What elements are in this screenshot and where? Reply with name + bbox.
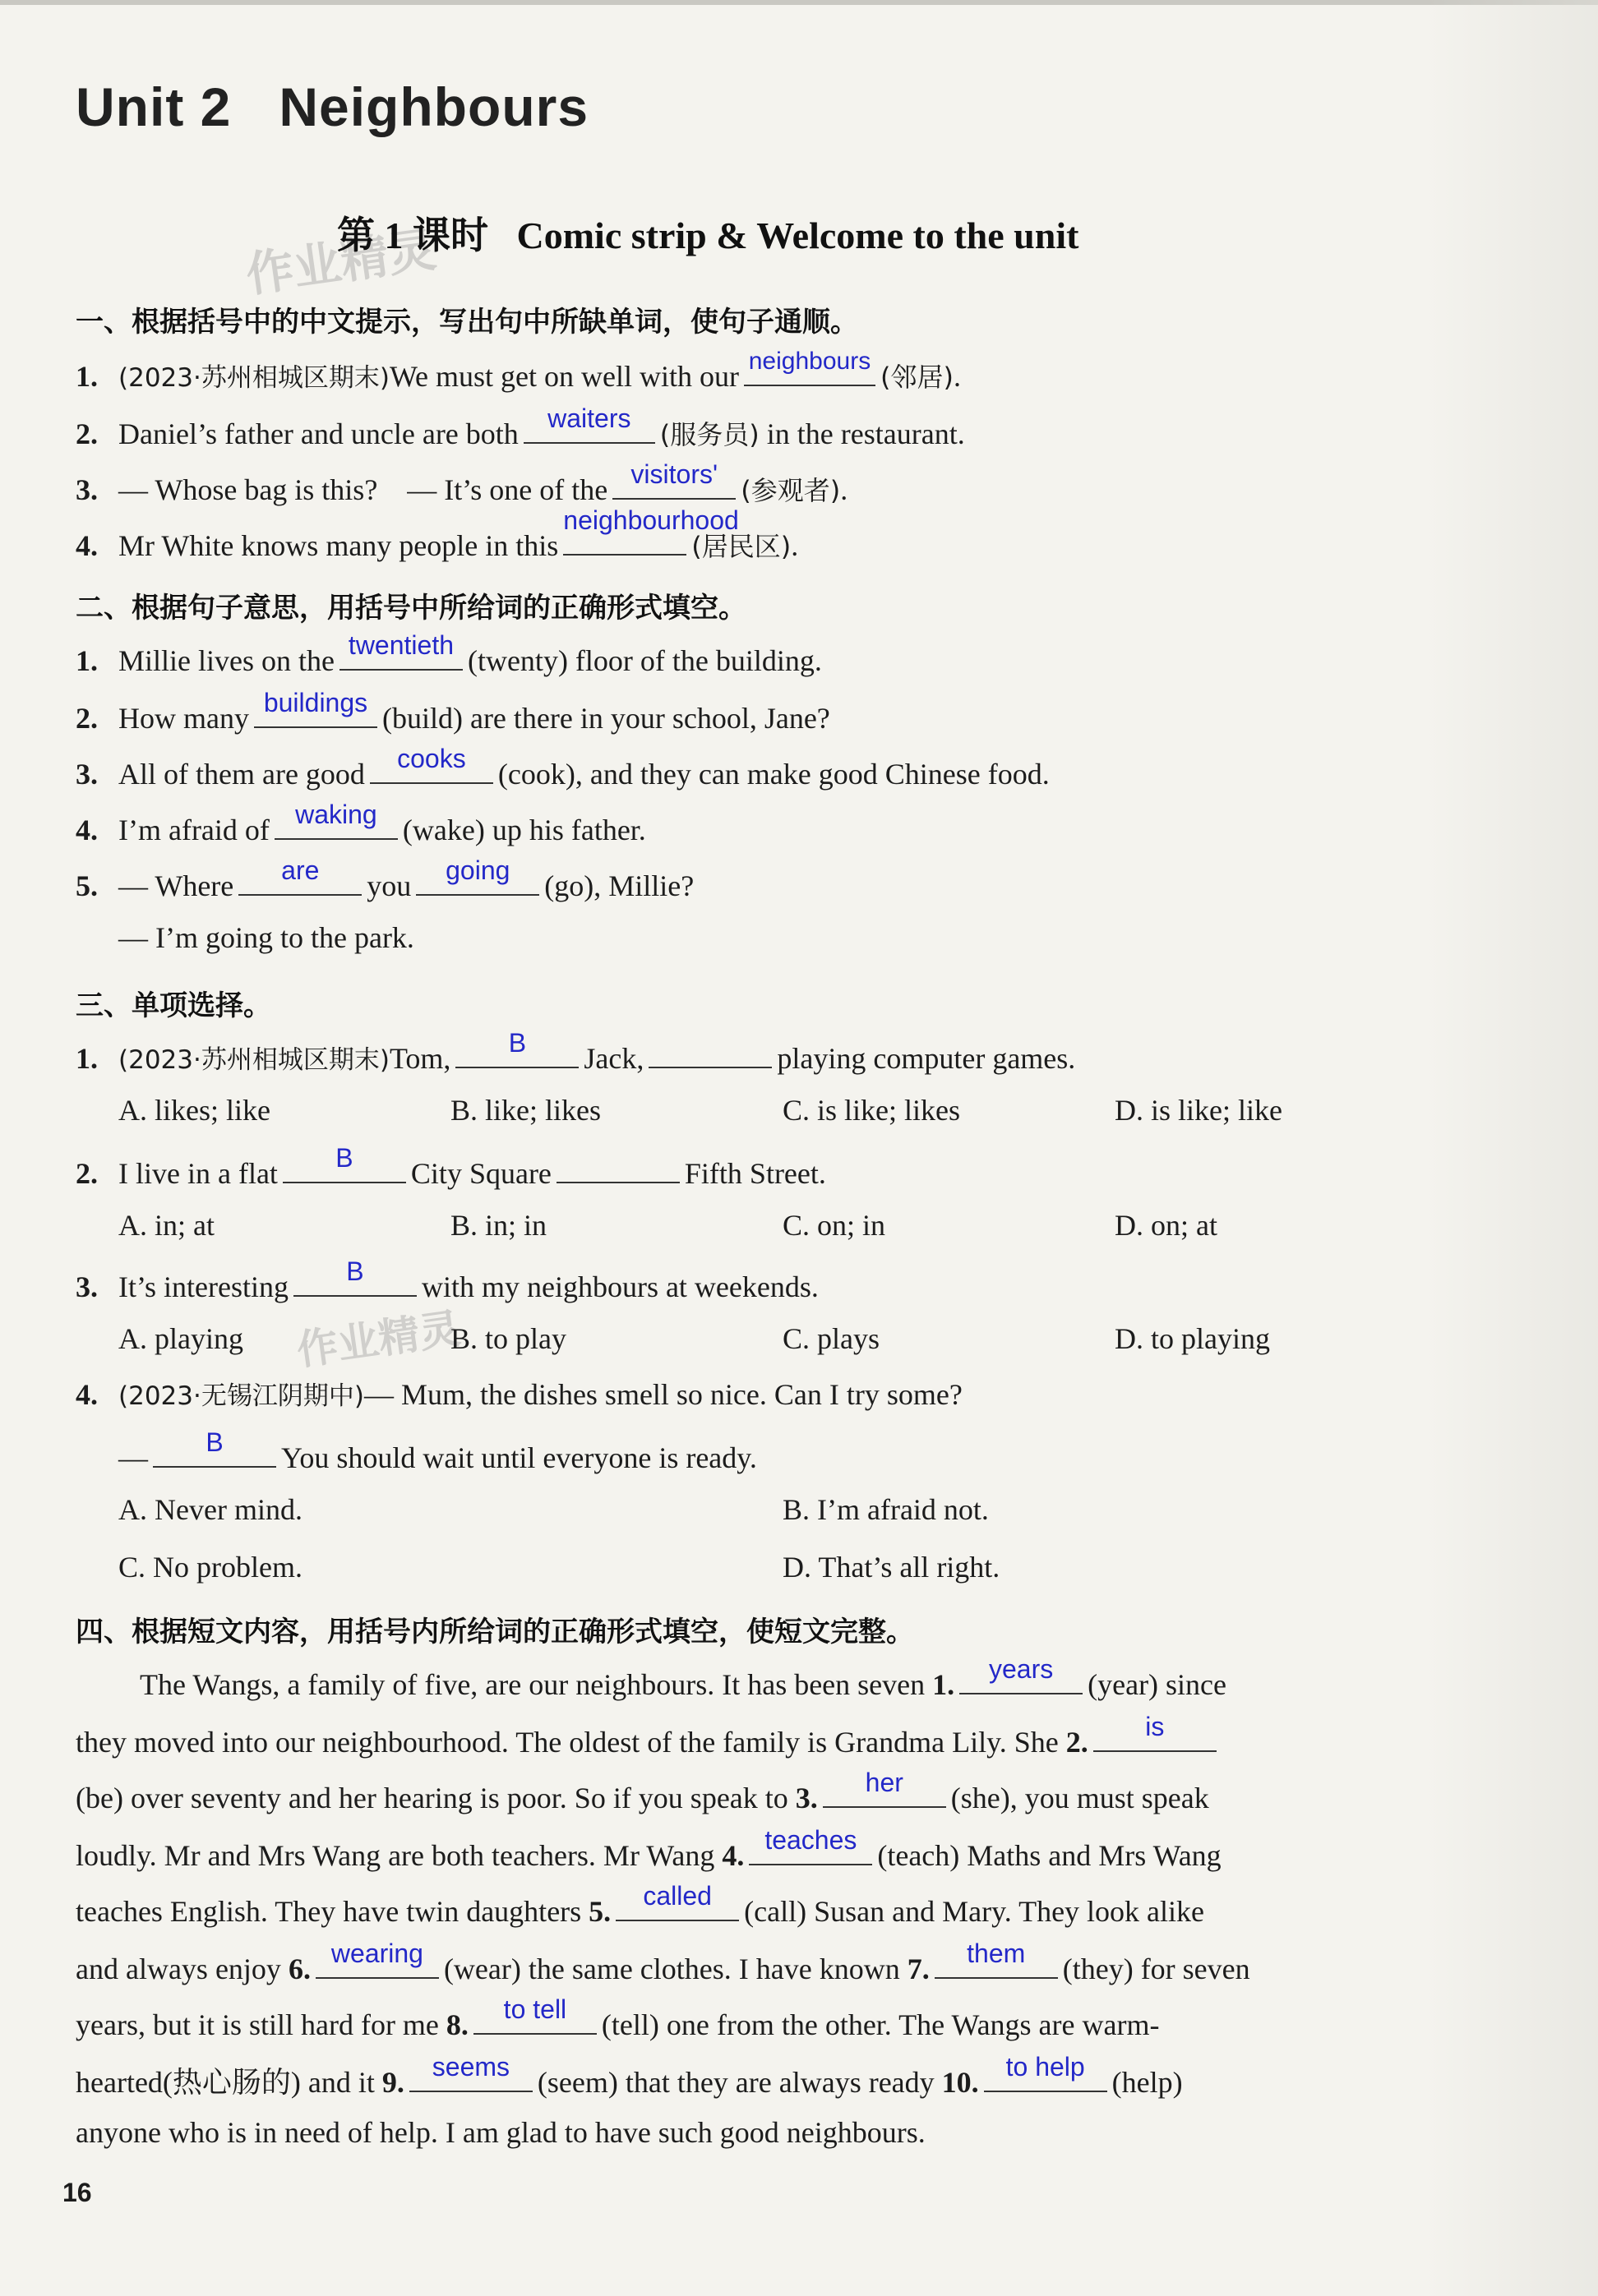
option-d[interactable]: D. is like; like [1115,1094,1282,1127]
item-number: 3. [76,758,98,791]
passage-text: (help) [1111,2066,1183,2099]
item-text: — [118,1441,148,1474]
answer-blank[interactable] [293,1256,417,1297]
passage-text: (teach) Maths and Mrs Wang [877,1839,1222,1872]
handwritten-answer: B [206,1427,224,1457]
blank-number: 9. [381,2066,404,2099]
item-number: 5. [76,869,98,902]
watermark-logo: 作业精灵 [242,221,440,303]
item-text: I live in a flat [118,1157,278,1190]
item-text: Fifth Street. [684,1157,826,1190]
handwritten-answer: waking [295,799,377,829]
answer-blank[interactable] [1093,1712,1217,1752]
answer-blank[interactable] [959,1654,1083,1694]
blank-number: 4. [722,1839,745,1872]
s3-question-4 [76,1377,963,1413]
chinese-hint: (服务员) [659,419,760,450]
handwritten-answer: to help [1005,2052,1085,2082]
item-text: I’m afraid of [118,814,270,846]
handwritten-answer: buildings [263,687,368,717]
item-text: with my neighbours at weekends. [421,1270,819,1303]
answer-blank[interactable] [275,799,398,840]
item-text: It’s interesting [118,1270,289,1303]
passage-text: (she), you must speak [950,1782,1209,1814]
answer-blank[interactable] [409,2052,533,2092]
passage-text: loudly. Mr and Mrs Wang are both teachers. Mr Wang [76,1839,723,1872]
item-text: Daniel’s father and uncle are both [118,417,519,450]
handwritten-answer: her [865,1768,903,1797]
item-text: . [840,473,848,506]
answer-blank[interactable] [612,459,736,500]
answer-blank[interactable] [455,1027,579,1068]
s2-item-3 [76,743,1050,792]
s2-item-2 [76,687,830,736]
item-number: 4. [76,1378,98,1411]
item-number: 4. [76,814,98,846]
option-b[interactable]: B. like; likes [450,1094,601,1127]
option-c[interactable]: C. on; in [783,1209,886,1242]
option-c[interactable]: C. No problem. [118,1551,303,1584]
item-number: 3. [76,1270,98,1303]
s1-item-3 [76,459,848,508]
item-text: . [791,529,799,562]
s1-item-4 [76,505,799,564]
passage-text: The Wangs, a family of five, are our neighbours. It has been seven [140,1668,933,1701]
passage-text: (year) since [1088,1668,1227,1701]
item-text: We must get on well with our [389,360,739,393]
passage-line-2 [76,1712,1466,1759]
s3-question-1 [76,1027,1076,1077]
answer-blank[interactable] [283,1142,406,1183]
s1-item-2 [76,403,965,452]
answer-blank[interactable] [563,505,739,556]
handwritten-answer: are [281,855,320,885]
passage-text: hearted(热心肠的) and it [76,2066,382,2099]
item-text: City Square [410,1157,552,1190]
item-text: — I’m going to the park. [118,921,414,954]
item-text: (wake) up his father. [402,814,646,846]
handwritten-answer: going [446,855,510,885]
item-text: Jack, [584,1042,644,1075]
item-text: in the restaurant. [759,417,965,450]
option-c[interactable]: C. plays [783,1322,880,1355]
blank-number: 10. [941,2066,979,2099]
s2-item-5 [76,855,695,904]
passage-line-9 [76,2115,1466,2150]
passage-text: (be) over seventy and her hearing is poor. So if you speak to [76,1782,796,1814]
option-a[interactable]: A. in; at [118,1209,215,1242]
s1-item-1 [76,348,961,394]
source-tag: (2023·苏州相城区期末) [118,363,390,393]
handwritten-answer: years [989,1654,1054,1684]
item-text: (build) are there in your school, Jane? [381,702,830,735]
answer-blank[interactable] [524,403,655,444]
blank-number: 5. [589,1895,612,1928]
handwritten-answer: neighbours [748,348,871,375]
answer-blank[interactable] [370,743,493,784]
handwritten-answer: cooks [397,743,466,773]
passage-text: and always enjoy [76,1953,289,1985]
passage-text: (seem) that they are always ready [537,2066,942,2099]
handwritten-answer: to tell [503,1994,567,2024]
item-number: 2. [76,1157,98,1190]
item-text: You should wait until everyone is ready. [281,1441,757,1474]
passage-text: teaches English. They have twin daughters [76,1895,589,1928]
watermark-logo: 作业精灵 [293,1304,464,1375]
item-text: Mr White knows many people in this [118,529,559,562]
item-number: 2. [76,702,98,735]
answer-blank[interactable] [984,2052,1107,2092]
blank-number: 6. [288,1953,311,1985]
handwritten-answer: B [346,1256,364,1286]
section-1-heading: 一、根据括号中的中文提示，写出句中所缺单词，使句子通顺。 [76,306,858,339]
source-tag: (2023·苏州相城区期末) [118,1045,390,1075]
handwritten-answer: B [335,1142,353,1173]
item-text: you [367,869,412,902]
passage-text: anyone who is in need of help. I am glad to have such good neighbours. [76,2116,926,2149]
handwritten-answer: neighbourhood [563,505,739,535]
passage-text: (tell) one from the other. The Wangs are warm- [601,2008,1160,2041]
passage-text: years, but it is still hard for me [76,2008,446,2041]
option-a[interactable]: A. likes; like [118,1094,270,1127]
blank-number: 2. [1065,1726,1088,1759]
handwritten-answer: visitors' [630,459,718,489]
item-text: All of them are good [118,758,365,791]
option-b[interactable]: B. to play [450,1322,566,1355]
option-a[interactable]: A. Never mind. [118,1493,303,1526]
passage-text: (wear) the same clothes. I have known [443,1953,908,1985]
item-number: 4. [76,529,98,562]
s2-item-1 [76,629,822,679]
passage-line-7 [76,1994,1466,2042]
item-text: — Whose bag is this? — It’s one of the [118,473,608,506]
handwritten-answer: seems [432,2052,510,2082]
passage-line-6 [76,1939,1466,1986]
s3-question-4-reply [118,1427,757,1476]
answer-blank[interactable] [557,1150,680,1183]
item-text: (twenty) floor of the building. [467,644,822,677]
item-number: 2. [76,417,98,450]
option-d[interactable]: D. to playing [1115,1322,1270,1355]
item-text: Tom, [389,1042,451,1075]
answer-blank[interactable] [473,1994,597,2035]
item-text: — Mum, the dishes smell so nice. Can I try some? [363,1378,963,1411]
passage-text: they moved into our neighbourhood. The oldest of the family is Grandma Lily. She [76,1726,1066,1759]
passage-line-4 [76,1825,1466,1873]
item-text: How many [118,702,249,735]
option-b[interactable]: B. I’m afraid not. [783,1493,989,1526]
option-b[interactable]: B. in; in [450,1209,547,1242]
page-number: 16 [62,2178,92,2207]
passage-line-3 [76,1768,1466,1815]
section-2-heading: 二、根据句子意思，用括号中所给词的正确形式填空。 [76,592,746,625]
answer-blank[interactable] [316,1939,439,1979]
item-text: . [953,360,961,393]
source-tag: (2023·无锡江阴期中) [118,1381,364,1411]
blank-number: 3. [795,1782,818,1814]
option-d[interactable]: D. That’s all right. [783,1551,1000,1584]
answer-blank[interactable] [744,348,875,386]
handwritten-answer: B [508,1027,527,1058]
top-edge [0,0,1598,5]
s3-question-2 [76,1142,826,1192]
answer-blank[interactable] [238,855,362,896]
handwritten-answer: is [1145,1712,1165,1741]
option-a[interactable]: A. playing [118,1322,243,1355]
item-number: 3. [76,473,98,506]
answer-blank[interactable] [935,1939,1058,1979]
lesson-title: 第 1 课时 Comic strip & Welcome to the unit [337,214,1079,256]
unit-title: Unit 2 Neighbours [76,76,589,137]
handwritten-answer: waiters [547,403,631,433]
chinese-hint: (参观者) [741,475,841,506]
option-c[interactable]: C. is like; likes [783,1094,960,1127]
handwritten-answer: teaches [764,1825,857,1855]
item-text: — Where [118,869,234,902]
answer-blank[interactable] [616,1881,739,1921]
answer-blank[interactable] [749,1825,872,1865]
answer-blank[interactable] [823,1768,946,1808]
passage-line-1 [140,1654,1466,1702]
item-number: 1. [76,644,98,677]
answer-blank[interactable] [416,855,539,896]
passage-line-8 [76,2052,1466,2101]
passage-text: (call) Susan and Mary. They look alike [744,1895,1205,1928]
blank-number: 8. [446,2008,469,2041]
s2-item-5-reply [118,920,414,956]
s2-item-4 [76,799,646,848]
answer-blank[interactable] [339,629,463,671]
blank-number: 1. [932,1668,955,1701]
blank-number: 7. [907,1953,930,1985]
item-text: (go), Millie? [544,869,695,902]
handwritten-answer: them [967,1939,1026,1968]
item-text: playing computer games. [777,1042,1076,1075]
option-d[interactable]: D. on; at [1115,1209,1217,1242]
item-number: 1. [76,1042,98,1075]
chinese-hint: (居民区) [691,531,792,562]
chinese-hint: (邻居) [880,362,954,393]
answer-blank[interactable] [254,687,377,728]
answer-blank[interactable] [649,1035,772,1068]
item-text: Millie lives on the [118,644,335,677]
passage-line-5 [76,1881,1466,1929]
passage-text: (they) for seven [1062,1953,1250,1985]
answer-blank[interactable] [153,1427,276,1468]
handwritten-answer: called [643,1881,712,1911]
section-4-heading: 四、根据短文内容，用括号内所给词的正确形式填空，使短文完整。 [76,1616,914,1648]
item-number: 1. [76,360,98,393]
section-3-heading: 三、单项选择。 [76,989,271,1022]
item-text: (cook), and they can make good Chinese food. [497,758,1050,791]
handwritten-answer: twentieth [348,629,454,660]
handwritten-answer: wearing [330,1939,423,1968]
